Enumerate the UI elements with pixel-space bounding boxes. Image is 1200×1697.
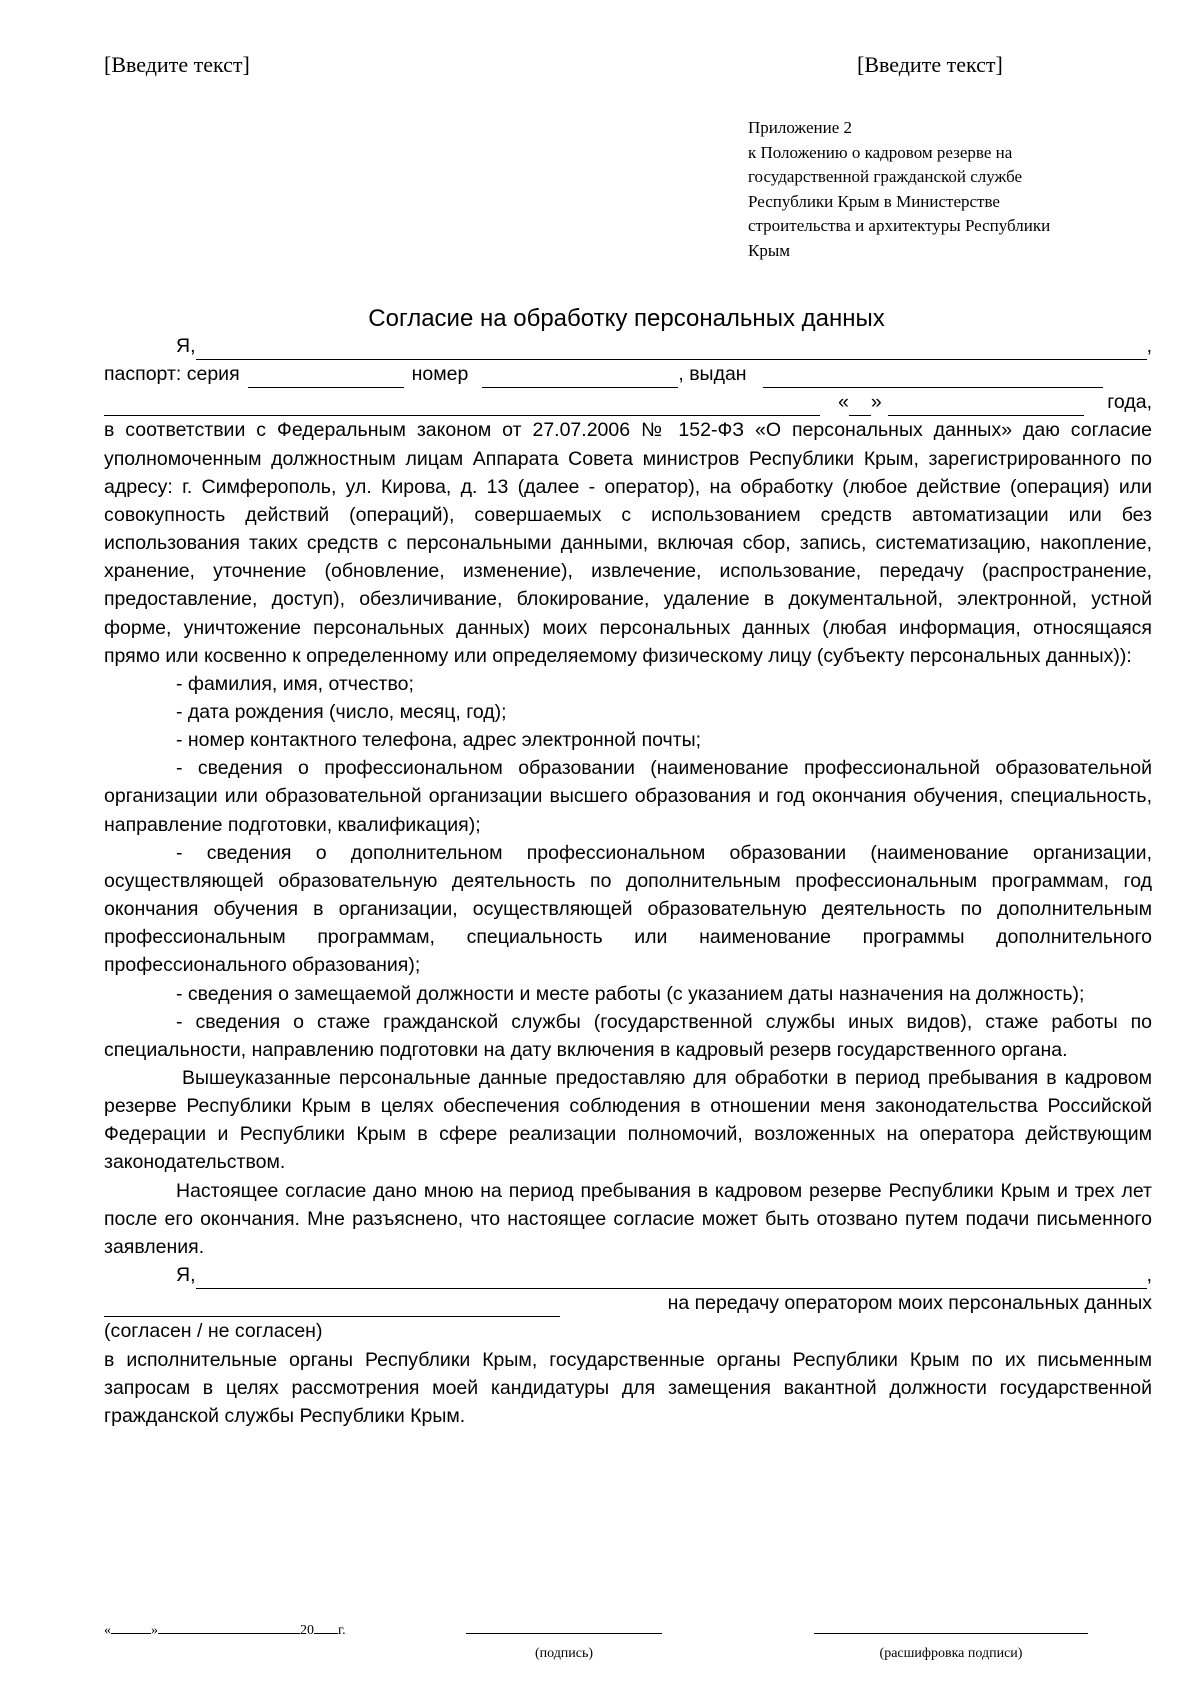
list-item: - дата рождения (число, месяц, год); (176, 700, 507, 723)
date-day-field[interactable] (111, 1620, 151, 1634)
list-item: - сведения о профессиональном образовании (наименование профессиональной образовательной организации или образовательной организации высшего образования и год окончания обучения, специальность, направление подготовки, квалификация); (104, 757, 1152, 836)
name-line (104, 332, 1152, 360)
full-name-field[interactable] (196, 338, 1147, 360)
purpose-paragraph: Вышеуказанные персональные данные предоставляю для обработки в период пребывания в кадровом резерве Республики Крым в целях обеспечения соблюдения в отношении меня законодательства Российской Федерации и Республики Крым в сфере реализации полномочий, возложенных на оператора действующим законодательством. (104, 1067, 1152, 1174)
list-item: - сведения о дополнительном профессиональном образовании (наименование организации, осуществляющей образовательную деятельность по дополнительным профессиональным программам, год окончания обучения в организации, осуществляющей образовательную деятельность по дополнительным профессиональным программам, специальность или наименование программы дополнительного профессионального образования); (104, 841, 1152, 977)
issued-by-continuation-field[interactable] (104, 394, 820, 416)
appendix-line: Республики Крым в Министерстве (748, 191, 1000, 211)
appendix-note (748, 116, 1128, 264)
appendix-line: Крым (748, 240, 791, 260)
comma: , (1146, 1264, 1152, 1287)
date-quote-open: « (104, 1623, 111, 1638)
passport-number-label: номер (411, 363, 469, 386)
year-label: года, (1107, 391, 1152, 414)
signature-field[interactable] (466, 1633, 662, 1634)
ya-label: Я, (176, 334, 196, 357)
document-body (104, 332, 1152, 1430)
quote-open: « (838, 391, 849, 414)
quote-close: » (870, 391, 882, 414)
header-left-placeholder: [Введите текст] (104, 52, 250, 77)
list-item: - сведения о замещаемой должности и месте работы (с указанием даты назначения на должность); (176, 982, 1085, 1005)
transfer-paragraph: в исполнительные органы Республики Крым, государственные органы Республики Крым по их письменным запросам в целях рассмотрения моей кандидатуры для замещения вакантной должности государственной гражданской службы Республики Крым. (104, 1348, 1152, 1427)
second-name-line (104, 1261, 1152, 1289)
date-quote-close: » (151, 1623, 158, 1638)
header-right-placeholder: [Введите текст] (857, 52, 1003, 77)
agree-caption-line (104, 1317, 1152, 1345)
passport-line (104, 360, 1152, 388)
document-title: Согласие на обработку персональных данных (368, 305, 885, 332)
passport-series-field[interactable] (248, 366, 404, 388)
signature-decoding-field[interactable] (814, 1633, 1088, 1634)
appendix-line: Приложение 2 (748, 118, 852, 137)
issue-day-field[interactable] (849, 394, 871, 416)
issued-label: , выдан (678, 363, 747, 386)
transfer-line (104, 1289, 1152, 1317)
agree-caption: (согласен / не согласен) (104, 1320, 323, 1343)
appendix-line: к Положению о кадровом резерве на (748, 142, 1013, 162)
appendix-line: строительства и архитектуры Республики (748, 216, 1051, 236)
full-name-field-2[interactable] (196, 1267, 1147, 1289)
date-year-field[interactable] (314, 1620, 338, 1634)
issue-date-line (104, 388, 1152, 416)
date-century: 20 (300, 1623, 314, 1638)
comma: , (1146, 334, 1152, 357)
list-item: - номер контактного телефона, адрес электронной почты; (176, 729, 702, 752)
transfer-text: на передачу оператором моих персональных данных (667, 1292, 1152, 1315)
list-item: - сведения о стаже гражданской службы (государственной службы иных видов), стаже работы по специальности, направлению подготовки на дату включения в кадровый резерв государственного органа. (104, 1010, 1152, 1061)
list-item: - фамилия, имя, отчество; (176, 672, 414, 695)
agree-field[interactable] (104, 1295, 560, 1317)
issue-month-year-field[interactable] (888, 394, 1084, 416)
issued-by-field[interactable] (763, 366, 1103, 388)
consent-intro-paragraph: в соответствии с Федеральным законом от 27.07.2006 № 152-ФЗ «О персональных данных» даю согласие уполномоченным должностным лицам Аппарата Совета министров Республики Крым, зарегистрированного по адресу: г. Симферополь, ул. Кирова, д. 13 (далее - оператор), на обработку (любое действие (операция) или совокупность действий (операций), совершаемых с использованием средств автоматизации или без использования таких средств с персональными данными, включая сбор, запись, систематизацию, накопление, хранение, уточнение (обновление, изменение), извлечение, использование, передачу (распространение, предоставление, доступ), обезличивание, блокирование, удаление в документальной, электронной, устной форме, уничтожение персональных данных) моих персональных данных (любая информация, относящаяся прямо или косвенно к определенному или определяемому физическому лицу (субъекту персональных данных)): (104, 419, 1152, 667)
passport-number-field[interactable] (482, 366, 678, 388)
signature-caption: (подпись) (534, 1646, 594, 1661)
date-month-field[interactable] (158, 1620, 300, 1634)
passport-series-label: паспорт: серия (104, 363, 240, 386)
date-year-abbr: г. (338, 1623, 346, 1638)
signature-decoding-caption: (расшифровка подписи) (879, 1646, 1023, 1661)
ya-label: Я, (176, 1264, 196, 1287)
appendix-line: государственной гражданской службе (748, 167, 1023, 187)
date-line (104, 1620, 346, 1639)
period-paragraph: Настоящее согласие дано мною на период пребывания в кадровом резерве Республики Крым и трех лет после его окончания. Мне разъяснено, что настоящее согласие может быть отозвано путем подачи письменного заявления. (104, 1179, 1152, 1258)
